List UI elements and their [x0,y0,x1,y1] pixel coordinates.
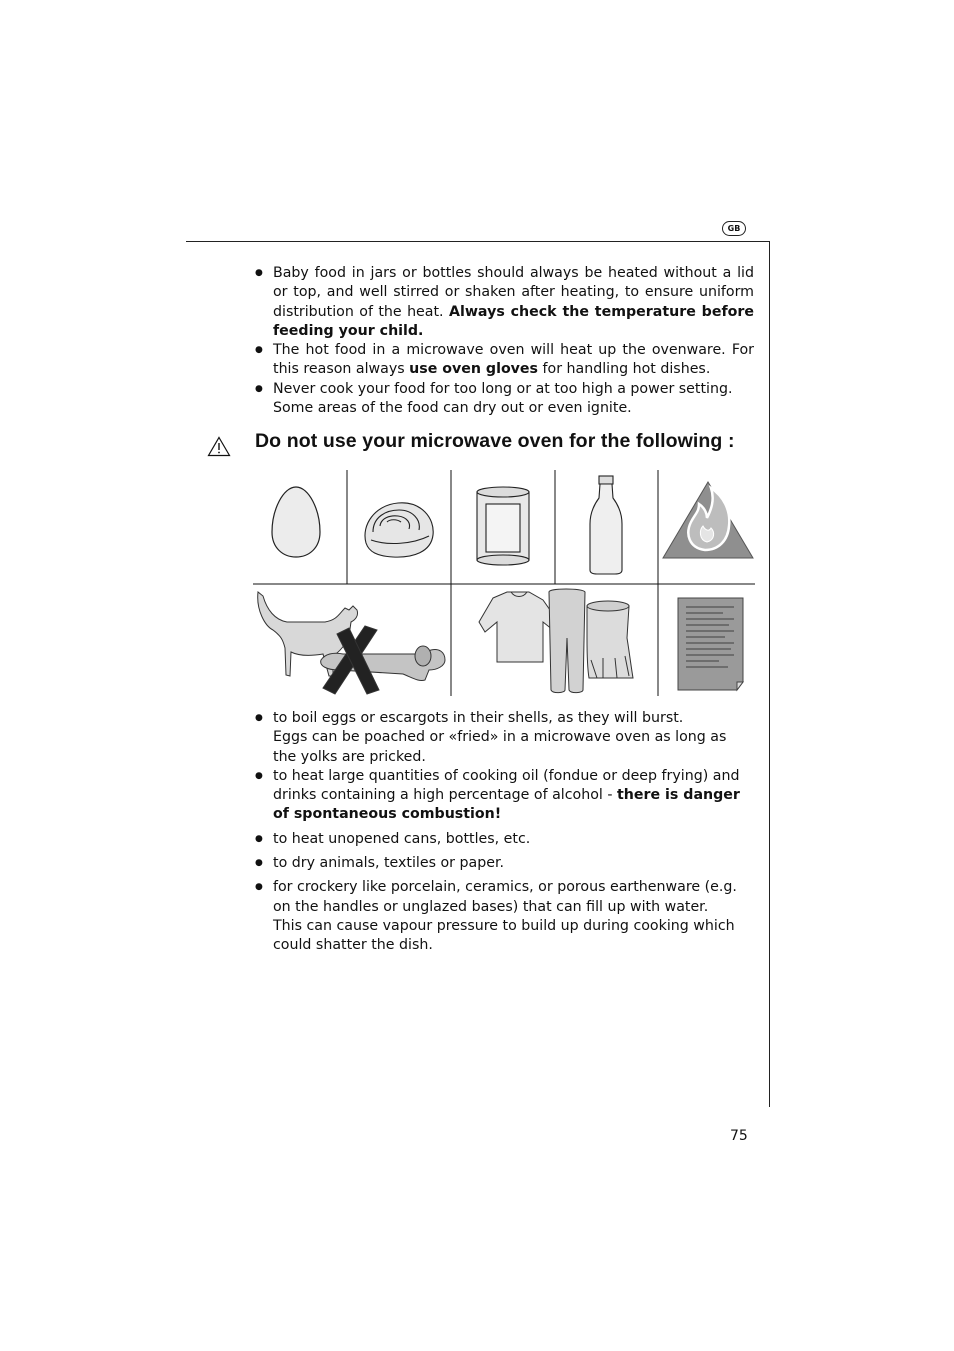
list-item: ● Never cook your food for too long or at too high a power setting. Some areas of the food can dry out or even ignite. [254,380,754,419]
textiles-icon [479,589,633,693]
section-heading: Do not use your microwave oven for the following : [255,430,735,452]
egg-icon [272,487,320,557]
list-item: ● to boil eggs or escargots in their shells, as they will burst. Eggs can be poached or «fried» in a microwave oven as long as the yolks are pricked. [254,709,754,767]
paper-icon [678,598,743,690]
top-rule [186,241,770,242]
bottle-icon [590,476,622,574]
list-item: ● to dry animals, textiles or paper. [254,854,754,873]
list-item: ● Baby food in jars or bottles should always be heated without a lid or top, and well stirred or shaken after heating, to ensure uniform distribution of the heat. Always check the temperature before feeding your child. [254,264,754,341]
right-rule [769,241,770,1107]
page-number: 75 [730,1128,748,1144]
list-item: ● to heat unopened cans, bottles, etc. [254,830,754,849]
animals-crossed-icon [258,592,445,694]
warning-triangle-icon [207,436,231,457]
snail-shell-icon [365,503,433,557]
list-item: ● for crockery like porcelain, ceramics, or porous earthenware (e.g. on the handles or unglazed bases) that can fill up with water. This can cause vapour pressure to build up during cooking which could shatter the dish. [254,878,754,955]
prohibited-list [254,709,754,956]
list-item: ● to heat large quantities of cooking oil (fondue or deep frying) and drinks containing a high percentage of alcohol - there is danger of spontaneous combustion! [254,767,754,825]
country-badge: GB [722,221,746,236]
fire-warning-icon [663,482,753,558]
intro-list [254,264,754,418]
can-icon [477,487,529,565]
illustration-grid [253,470,755,696]
list-item: ● The hot food in a microwave oven will heat up the ovenware. For this reason always use oven gloves for handling hot dishes. [254,341,754,380]
